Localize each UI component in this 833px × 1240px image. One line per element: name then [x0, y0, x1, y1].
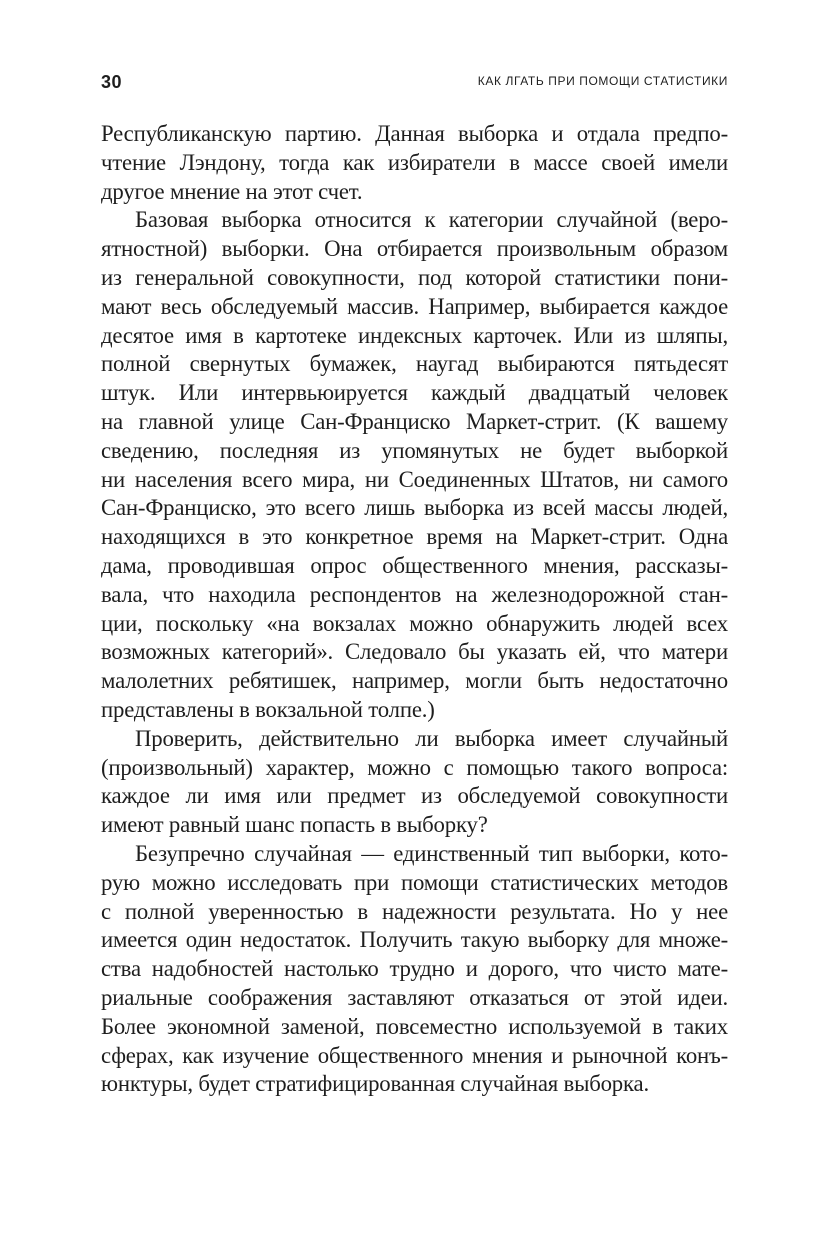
paragraph	[101, 120, 728, 206]
text-line: Проверить, действительно ли выборка имеет случайный	[135, 725, 728, 751]
text-line: другое мнение на этот счет.	[101, 178, 363, 204]
text-line: Сан-Франциско, это всего лишь выборка из всей массы людей,	[101, 495, 728, 521]
text-line: Более экономной заменой, повсеместно используемой в таких	[101, 1013, 728, 1039]
paragraph	[101, 840, 728, 1099]
text-line: вала, что находила респондентов на железнодорожной стан-	[101, 581, 728, 607]
text-line: Базовая выборка относится к категории случайной (веро-	[135, 207, 728, 233]
text-line: ства надобностей настолько трудно и дорого, что чисто мате-	[101, 956, 728, 982]
text-line: юнктуры, будет стратифицированная случайная выборка.	[101, 1071, 649, 1097]
text-line: сферах, как изучение общественного мнения и рыночной конъ-	[101, 1042, 728, 1068]
text-line: имеют равный шанс попасть в выборку?	[101, 812, 488, 838]
text-line: ни населения всего мира, ни Соединенных Штатов, ни самого	[101, 466, 728, 492]
text-line: находящихся в это конкретное время на Маркет-стрит. Одна	[101, 524, 728, 550]
text-line: каждое ли имя или предмет из обследуемой совокупности	[101, 783, 728, 809]
text-line: возможных категорий». Следовало бы указать ей, что матери	[101, 639, 728, 665]
running-header	[101, 72, 728, 94]
text-line: ции, поскольку «на вокзалах можно обнаружить людей всех	[101, 610, 728, 636]
text-line: штук. Или интервьюируется каждый двадцатый человек	[101, 380, 728, 406]
text-line: рую можно исследовать при помощи статистических методов	[101, 869, 728, 895]
text-line: малолетних ребятишек, например, могли быть недостаточно	[101, 668, 728, 694]
text-line: с полной уверенностью в надежности результата. Но у нее	[101, 898, 728, 924]
text-line: представлены в вокзальной толпе.)	[101, 696, 435, 722]
text-line: имеется один недостаток. Получить такую выборку для множе-	[101, 927, 728, 953]
text-line: сведению, последняя из упомянутых не будет выборкой	[101, 437, 728, 463]
text-line: дама, проводившая опрос общественного мнения, рассказы-	[101, 552, 728, 578]
body-text	[101, 120, 728, 1099]
text-line: чтение Лэндону, тогда как избиратели в массе своей имели	[101, 149, 728, 175]
paragraph	[101, 206, 728, 724]
page-number: 30	[101, 72, 123, 92]
text-line: (произвольный) характер, можно с помощью такого вопроса:	[101, 754, 728, 780]
text-line: из генеральной совокупности, под которой статистики пони-	[101, 264, 728, 290]
paragraph	[101, 725, 728, 840]
text-line: Республиканскую партию. Данная выборка и отдала предпо-	[101, 121, 728, 146]
text-line: на главной улице Сан-Франциско Маркет-стрит. (К вашему	[101, 408, 728, 434]
text-line: Безупречно случайная — единственный тип выборки, кото-	[135, 840, 728, 866]
text-line: ятностной) выборки. Она отбирается произвольным образом	[101, 236, 728, 262]
book-title: КАК ЛГАТЬ ПРИ ПОМОЩИ СТАТИСТИКИ	[477, 74, 728, 88]
text-line: полной свернутых бумажек, наугад выбираются пятьдесят	[101, 351, 728, 377]
text-line: риальные соображения заставляют отказаться от этой идеи.	[101, 984, 728, 1010]
text-line: десятое имя в картотеке индексных карточек. Или из шляпы,	[101, 322, 728, 348]
text-line: мают весь обследуемый массив. Например, выбирается каждое	[101, 293, 728, 319]
